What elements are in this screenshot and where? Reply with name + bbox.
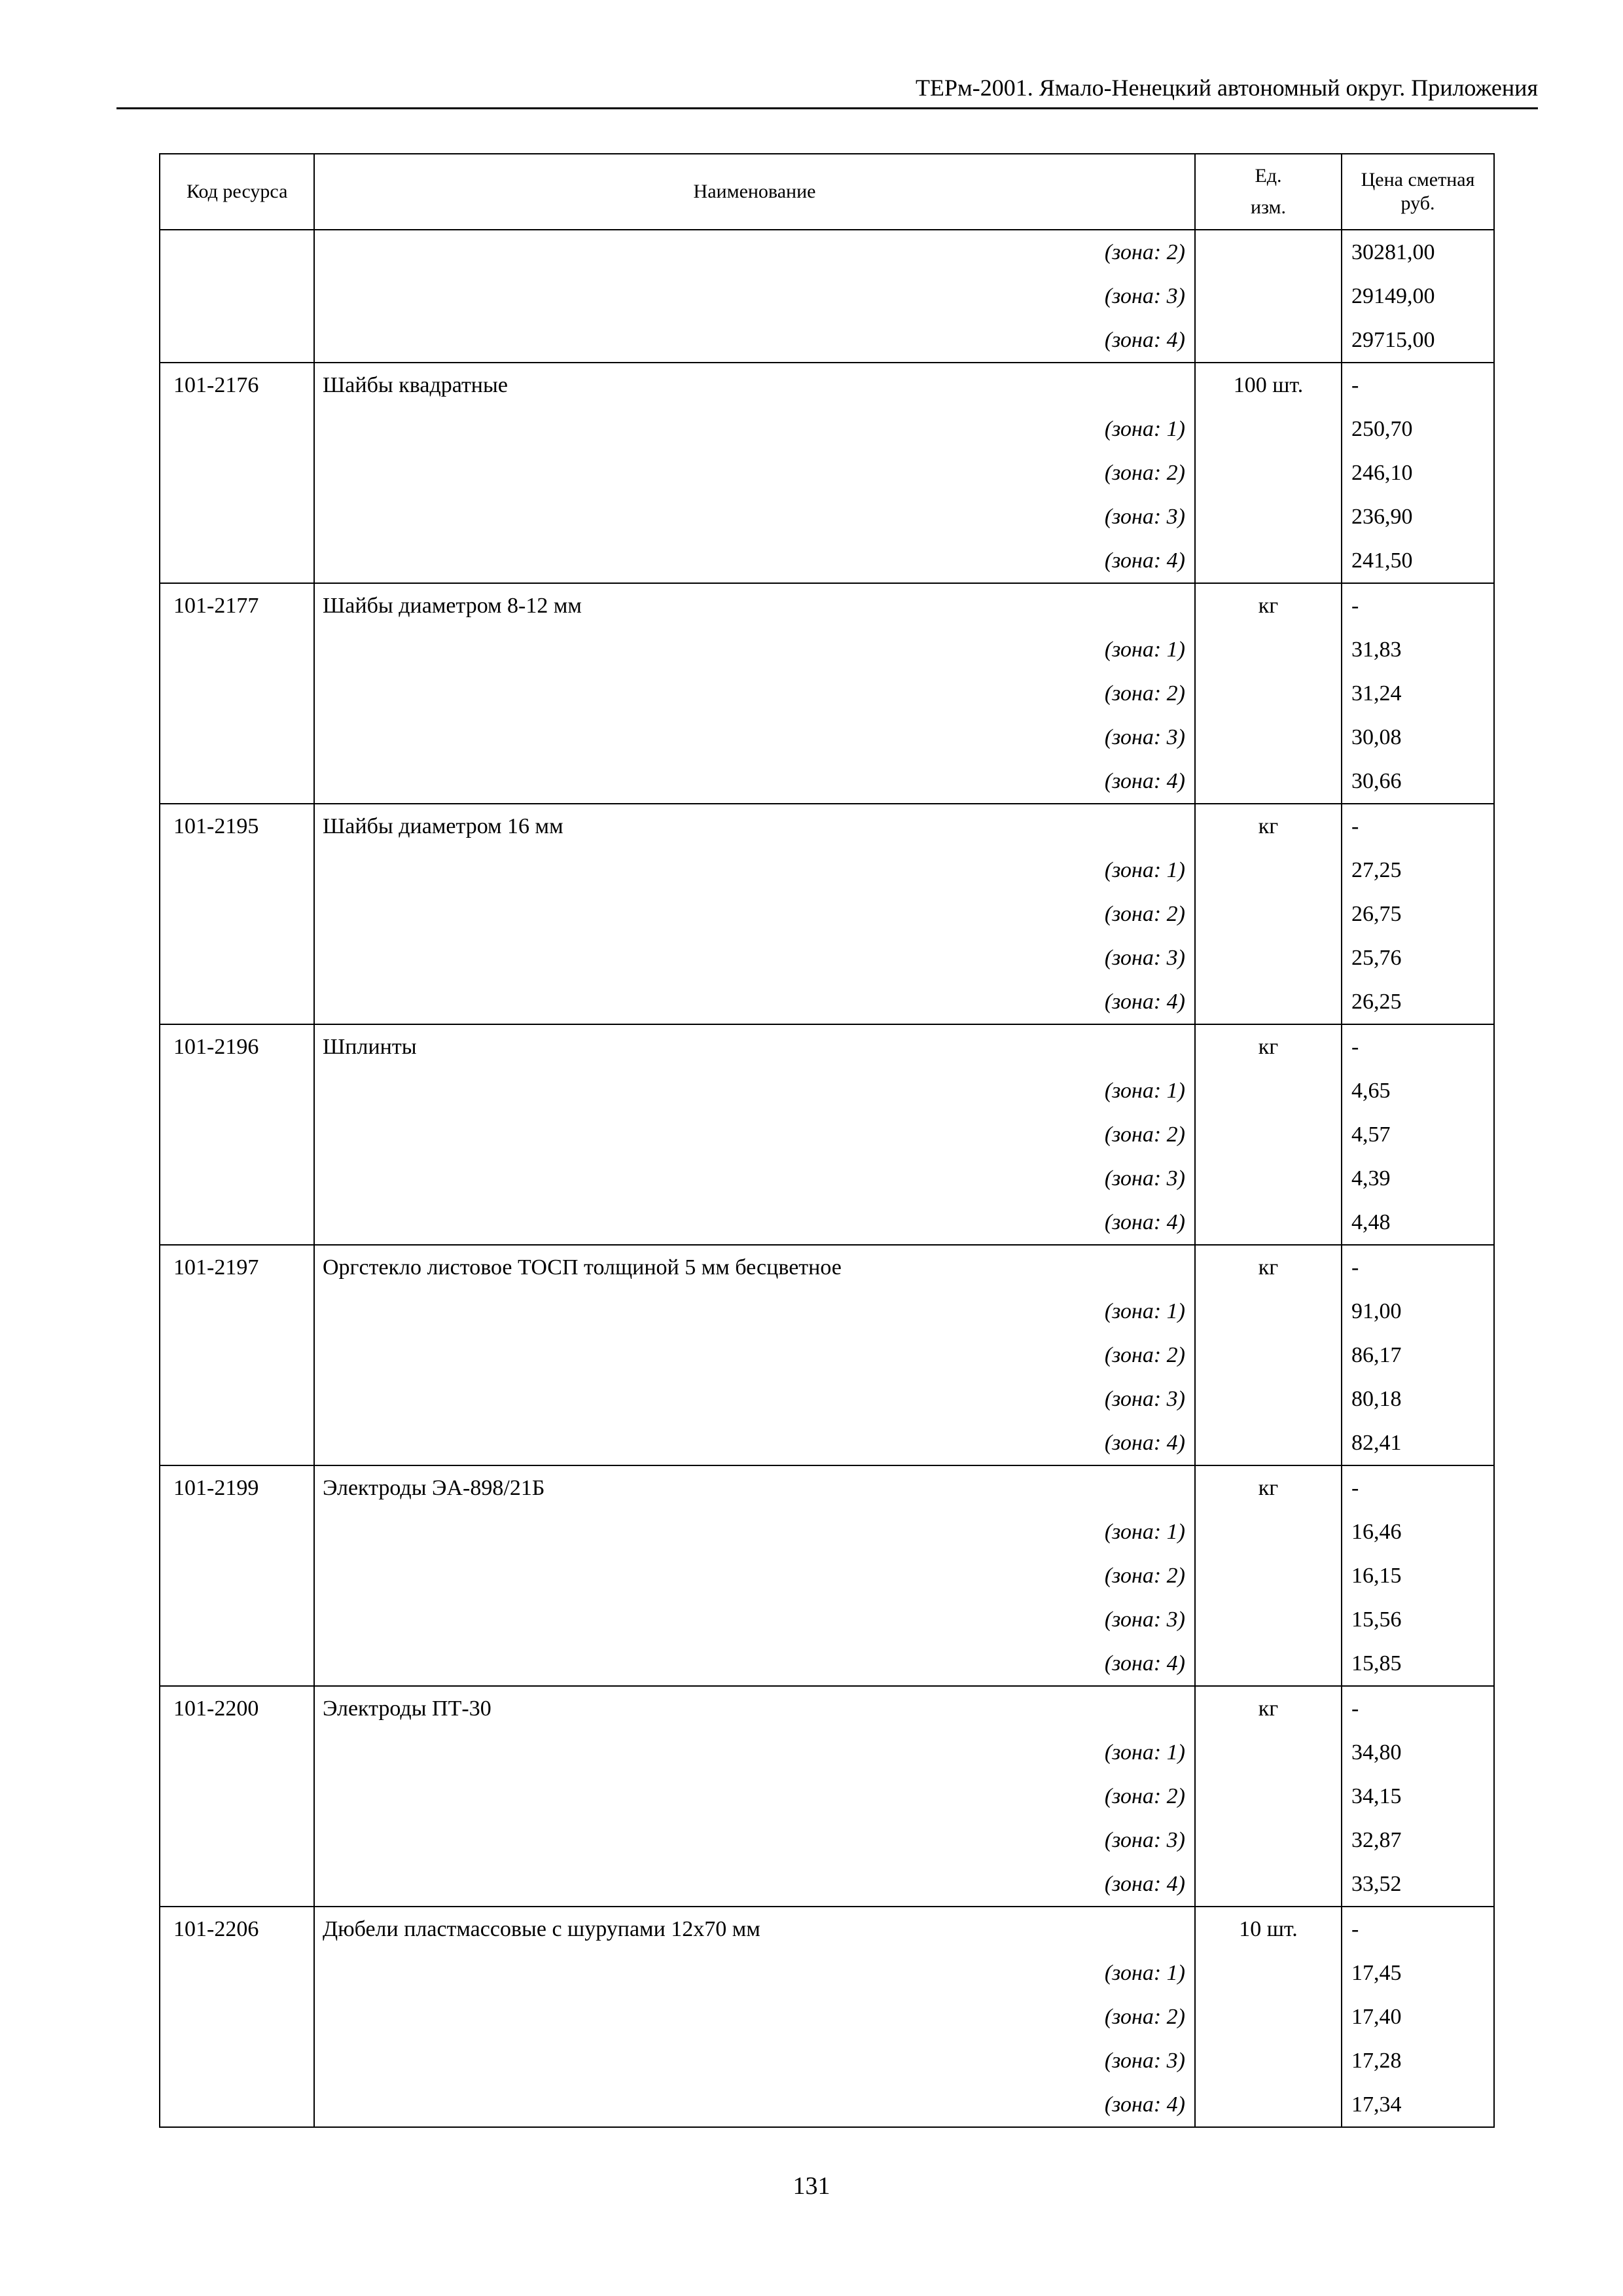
unit-empty [1195, 628, 1342, 672]
table-row [160, 1465, 1494, 1510]
zone-price: 29149,00 [1342, 274, 1494, 318]
unit-empty [1195, 1641, 1342, 1686]
zone-label: (зона: 1) [314, 1951, 1195, 1995]
zone-label: (зона: 1) [314, 407, 1195, 451]
zone-price: 17,45 [1342, 1951, 1494, 1995]
table-row [160, 980, 1494, 1024]
zone-price: 91,00 [1342, 1289, 1494, 1333]
table-row [160, 1245, 1494, 1289]
zone-label: (зона: 2) [314, 451, 1195, 495]
table-row [160, 1113, 1494, 1157]
resource-name: Шайбы квадратные [314, 363, 1195, 407]
resource-code-empty [160, 672, 314, 715]
zone-price: 4,39 [1342, 1157, 1494, 1200]
header-name [314, 154, 1195, 230]
price: - [1342, 1465, 1494, 1510]
zone-label: (зона: 4) [314, 2083, 1195, 2127]
unit: кг [1195, 1465, 1342, 1510]
unit-empty [1195, 1774, 1342, 1818]
resource-code-empty [160, 1289, 314, 1333]
table-row [160, 936, 1494, 980]
unit-empty [1195, 2083, 1342, 2127]
unit-empty [1195, 318, 1342, 363]
resource-code-empty [160, 274, 314, 318]
price: - [1342, 804, 1494, 848]
zone-label: (зона: 2) [314, 1113, 1195, 1157]
resource-code-empty [160, 407, 314, 451]
header-unit-line2: изм. [1251, 196, 1286, 218]
header-price-line1: Цена сметная [1361, 169, 1475, 190]
header-unit [1195, 154, 1342, 230]
unit: кг [1195, 804, 1342, 848]
unit-empty [1195, 1421, 1342, 1465]
zone-price: 241,50 [1342, 539, 1494, 583]
unit: кг [1195, 1686, 1342, 1731]
table-row [160, 892, 1494, 936]
unit-empty [1195, 936, 1342, 980]
resource-code: 101-2176 [160, 363, 314, 407]
zone-label: (зона: 1) [314, 628, 1195, 672]
unit-empty [1195, 274, 1342, 318]
price: - [1342, 1024, 1494, 1069]
table-row [160, 1731, 1494, 1774]
zone-price: 82,41 [1342, 1421, 1494, 1465]
unit-empty [1195, 759, 1342, 804]
zone-label: (зона: 3) [314, 1598, 1195, 1641]
unit-empty [1195, 495, 1342, 539]
zone-label: (зона: 3) [314, 715, 1195, 759]
resource-code: 101-2197 [160, 1245, 314, 1289]
table-row [160, 1333, 1494, 1377]
resource-name: Дюбели пластмассовые с шурупами 12х70 мм [314, 1907, 1195, 1951]
zone-price: 30,66 [1342, 759, 1494, 804]
table-row [160, 628, 1494, 672]
unit-empty [1195, 1598, 1342, 1641]
resource-code-empty [160, 1377, 314, 1421]
resource-code-empty [160, 628, 314, 672]
zone-label: (зона: 3) [314, 274, 1195, 318]
header-price [1342, 154, 1494, 230]
unit-empty [1195, 1113, 1342, 1157]
zone-price: 26,75 [1342, 892, 1494, 936]
table-row [160, 274, 1494, 318]
resource-name: Электроды ПТ-30 [314, 1686, 1195, 1731]
resource-code-empty [160, 1818, 314, 1862]
unit: кг [1195, 583, 1342, 628]
zone-label: (зона: 4) [314, 980, 1195, 1024]
table-row [160, 407, 1494, 451]
table-row [160, 1024, 1494, 1069]
unit-empty [1195, 672, 1342, 715]
zone-price: 31,24 [1342, 672, 1494, 715]
unit: 100 шт. [1195, 363, 1342, 407]
resource-code-empty [160, 318, 314, 363]
table-row [160, 1200, 1494, 1245]
zone-label: (зона: 2) [314, 1554, 1195, 1598]
table-row [160, 1598, 1494, 1641]
table-row [160, 1069, 1494, 1113]
zone-price: 31,83 [1342, 628, 1494, 672]
zone-label: (зона: 2) [314, 230, 1195, 274]
table-row [160, 1289, 1494, 1333]
table-row [160, 451, 1494, 495]
header-unit-line1: Ед. [1255, 165, 1282, 187]
zone-price: 27,25 [1342, 848, 1494, 892]
page-number: 131 [793, 2172, 830, 2200]
zone-label: (зона: 3) [314, 495, 1195, 539]
resource-code: 101-2196 [160, 1024, 314, 1069]
zone-price: 25,76 [1342, 936, 1494, 980]
unit-empty [1195, 1069, 1342, 1113]
zone-price: 236,90 [1342, 495, 1494, 539]
zone-label: (зона: 1) [314, 1731, 1195, 1774]
zone-label: (зона: 2) [314, 1333, 1195, 1377]
table-row [160, 848, 1494, 892]
resource-code-empty [160, 1598, 314, 1641]
resource-code-empty [160, 1641, 314, 1686]
zone-price: 80,18 [1342, 1377, 1494, 1421]
unit-empty [1195, 980, 1342, 1024]
zone-label: (зона: 1) [314, 1069, 1195, 1113]
price: - [1342, 1245, 1494, 1289]
zone-price: 29715,00 [1342, 318, 1494, 363]
zone-price: 26,25 [1342, 980, 1494, 1024]
zone-price: 4,57 [1342, 1113, 1494, 1157]
unit-empty [1195, 539, 1342, 583]
zone-price: 246,10 [1342, 451, 1494, 495]
resource-code-empty [160, 759, 314, 804]
resource-code: 101-2177 [160, 583, 314, 628]
zone-price: 15,85 [1342, 1641, 1494, 1686]
table-row [160, 363, 1494, 407]
unit-empty [1195, 892, 1342, 936]
table-row [160, 1510, 1494, 1554]
resource-code-empty [160, 1200, 314, 1245]
zone-label: (зона: 4) [314, 1641, 1195, 1686]
resource-code-empty [160, 451, 314, 495]
zone-label: (зона: 1) [314, 1510, 1195, 1554]
unit-empty [1195, 1289, 1342, 1333]
header-code [160, 154, 314, 230]
price: - [1342, 1907, 1494, 1951]
zone-label: (зона: 4) [314, 1421, 1195, 1465]
resource-code-empty [160, 980, 314, 1024]
table-row [160, 672, 1494, 715]
resource-code-empty [160, 1510, 314, 1554]
zone-label: (зона: 2) [314, 672, 1195, 715]
zone-price: 4,48 [1342, 1200, 1494, 1245]
resource-code-empty [160, 2083, 314, 2127]
resource-name: Шплинты [314, 1024, 1195, 1069]
table-row [160, 318, 1494, 363]
resource-code-empty [160, 1554, 314, 1598]
unit-empty [1195, 1510, 1342, 1554]
running-header: ТЕРм-2001. Ямало-Ненецкий автономный округ. Приложения [116, 71, 1538, 109]
unit-empty [1195, 715, 1342, 759]
zone-label: (зона: 3) [314, 936, 1195, 980]
table-row [160, 2039, 1494, 2083]
header-code-label: Код ресурса [187, 181, 288, 202]
zone-price: 30,08 [1342, 715, 1494, 759]
unit-empty [1195, 1333, 1342, 1377]
zone-price: 17,40 [1342, 1995, 1494, 2039]
zone-price: 15,56 [1342, 1598, 1494, 1641]
table-row [160, 1554, 1494, 1598]
resource-code-empty [160, 539, 314, 583]
table-row [160, 804, 1494, 848]
zone-label: (зона: 3) [314, 1818, 1195, 1862]
zone-label: (зона: 2) [314, 1995, 1195, 2039]
unit-empty [1195, 1377, 1342, 1421]
table-row [160, 583, 1494, 628]
resource-code-empty [160, 715, 314, 759]
header-price-line2: руб. [1400, 192, 1435, 214]
zone-price: 17,28 [1342, 2039, 1494, 2083]
table-row [160, 1421, 1494, 1465]
zone-price: 32,87 [1342, 1818, 1494, 1862]
resource-code-empty [160, 1157, 314, 1200]
unit: кг [1195, 1245, 1342, 1289]
price: - [1342, 363, 1494, 407]
zone-label: (зона: 3) [314, 2039, 1195, 2083]
resource-code-empty [160, 1333, 314, 1377]
resource-code-empty [160, 1774, 314, 1818]
unit-empty [1195, 1731, 1342, 1774]
resource-code-empty [160, 1951, 314, 1995]
unit-empty [1195, 1818, 1342, 1862]
unit-empty [1195, 1951, 1342, 1995]
unit: кг [1195, 1024, 1342, 1069]
zone-price: 33,52 [1342, 1862, 1494, 1907]
zone-label: (зона: 2) [314, 1774, 1195, 1818]
zone-label: (зона: 2) [314, 892, 1195, 936]
unit-empty [1195, 230, 1342, 274]
zone-price: 16,46 [1342, 1510, 1494, 1554]
table-row [160, 715, 1494, 759]
table-row [160, 1377, 1494, 1421]
resource-code-empty [160, 230, 314, 274]
table-row [160, 1818, 1494, 1862]
table-header-row [160, 154, 1494, 230]
unit-empty [1195, 1157, 1342, 1200]
table-row [160, 230, 1494, 274]
zone-label: (зона: 4) [314, 318, 1195, 363]
unit-empty [1195, 1862, 1342, 1907]
resource-code-empty [160, 936, 314, 980]
zone-price: 250,70 [1342, 407, 1494, 451]
resource-code-empty [160, 1421, 314, 1465]
resource-code: 101-2199 [160, 1465, 314, 1510]
price: - [1342, 1686, 1494, 1731]
zone-price: 16,15 [1342, 1554, 1494, 1598]
table-row [160, 1995, 1494, 2039]
zone-label: (зона: 4) [314, 1200, 1195, 1245]
zone-label: (зона: 1) [314, 848, 1195, 892]
price: - [1342, 583, 1494, 628]
resource-code-empty [160, 848, 314, 892]
table-row [160, 2083, 1494, 2127]
header-name-label: Наименование [693, 181, 816, 202]
zone-label: (зона: 4) [314, 539, 1195, 583]
resource-code-empty [160, 892, 314, 936]
resource-code-empty [160, 2039, 314, 2083]
table-row [160, 539, 1494, 583]
resource-name: Оргстекло листовое ТОСП толщиной 5 мм бесцветное [314, 1245, 1195, 1289]
resource-code: 101-2200 [160, 1686, 314, 1731]
resource-name: Шайбы диаметром 16 мм [314, 804, 1195, 848]
zone-label: (зона: 4) [314, 759, 1195, 804]
resource-code-empty [160, 1995, 314, 2039]
zone-label: (зона: 3) [314, 1157, 1195, 1200]
unit-empty [1195, 451, 1342, 495]
resource-code-empty [160, 1731, 314, 1774]
zone-label: (зона: 3) [314, 1377, 1195, 1421]
unit-empty [1195, 1554, 1342, 1598]
zone-price: 4,65 [1342, 1069, 1494, 1113]
table-row [160, 1641, 1494, 1686]
unit-empty [1195, 407, 1342, 451]
unit: 10 шт. [1195, 1907, 1342, 1951]
zone-label: (зона: 4) [314, 1862, 1195, 1907]
zone-price: 30281,00 [1342, 230, 1494, 274]
resource-name: Шайбы диаметром 8-12 мм [314, 583, 1195, 628]
table-body [160, 230, 1494, 2127]
table-row [160, 1907, 1494, 1951]
zone-price: 86,17 [1342, 1333, 1494, 1377]
table-row [160, 1686, 1494, 1731]
resource-code: 101-2206 [160, 1907, 314, 1951]
unit-empty [1195, 1995, 1342, 2039]
resource-code-empty [160, 1113, 314, 1157]
resource-code-empty [160, 1862, 314, 1907]
resource-name: Электроды ЭА-898/21Б [314, 1465, 1195, 1510]
price-table [159, 153, 1495, 2128]
zone-price: 34,80 [1342, 1731, 1494, 1774]
unit-empty [1195, 848, 1342, 892]
zone-price: 17,34 [1342, 2083, 1494, 2127]
unit-empty [1195, 2039, 1342, 2083]
zone-label: (зона: 1) [314, 1289, 1195, 1333]
table-row [160, 1157, 1494, 1200]
table-row [160, 1862, 1494, 1907]
table-row [160, 759, 1494, 804]
table-row [160, 1951, 1494, 1995]
table-row [160, 1774, 1494, 1818]
table-row [160, 495, 1494, 539]
unit-empty [1195, 1200, 1342, 1245]
resource-code: 101-2195 [160, 804, 314, 848]
resource-code-empty [160, 495, 314, 539]
resource-code-empty [160, 1069, 314, 1113]
zone-price: 34,15 [1342, 1774, 1494, 1818]
